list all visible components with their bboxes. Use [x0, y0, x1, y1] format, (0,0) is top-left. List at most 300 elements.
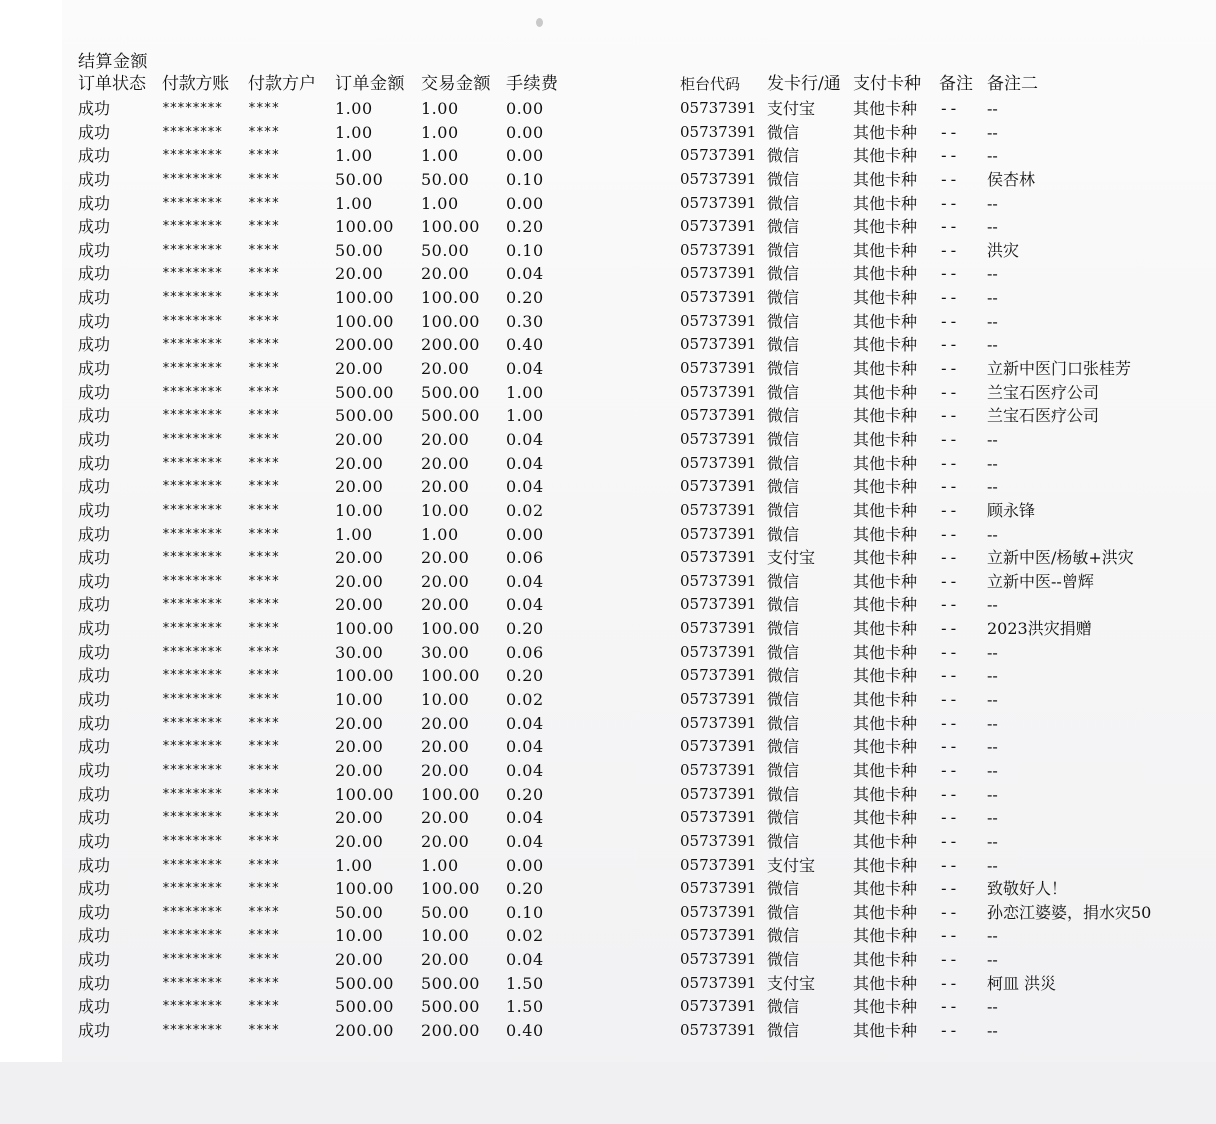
issuer-cell: 支付宝 — [767, 99, 816, 118]
trade-amount-cell: 100.00 — [421, 879, 480, 899]
trade-amount-cell: 100.00 — [421, 217, 480, 237]
payer-name-cell: **** — [248, 266, 280, 282]
order-amount-cell: 100.00 — [335, 666, 394, 686]
status-cell: 成功 — [78, 619, 111, 639]
header-cell: 柜台代码 — [680, 75, 741, 93]
issuer-cell: 微信 — [767, 524, 800, 544]
payer-account-cell: ******** — [162, 668, 223, 684]
remark-cell: -- — [939, 1020, 959, 1040]
status-cell: 成功 — [78, 311, 111, 331]
trade-amount-cell: 100.00 — [421, 784, 480, 804]
issuer-cell: 微信 — [767, 760, 800, 780]
order-amount-cell: 100.00 — [335, 879, 394, 899]
remark2-cell: -- — [987, 666, 998, 686]
counter-code-cell: 05737391 — [680, 1020, 757, 1039]
status-cell: 成功 — [78, 571, 111, 591]
card-type-cell: 其他卡种 — [853, 973, 918, 993]
issuer-cell: 微信 — [767, 571, 800, 591]
payer-account-cell: ******** — [162, 550, 223, 566]
remark-cell: -- — [939, 902, 959, 922]
trade-amount-cell: 1.00 — [421, 855, 459, 875]
issuer-cell: 微信 — [767, 808, 800, 828]
card-type-cell: 其他卡种 — [853, 335, 918, 355]
order-amount-cell: 50.00 — [335, 240, 384, 260]
remark2-cell: -- — [987, 784, 998, 804]
payer-name-cell: **** — [248, 999, 280, 1015]
payer-account-cell: ******** — [162, 881, 223, 897]
counter-code-cell: 05737391 — [680, 146, 757, 165]
table-row — [0, 995, 1216, 1019]
remark-cell: -- — [939, 99, 959, 118]
issuer-cell: 微信 — [767, 217, 800, 237]
table-row — [0, 546, 1216, 570]
status-cell: 成功 — [78, 524, 111, 544]
counter-code-cell: 05737391 — [680, 879, 757, 898]
trade-amount-cell: 50.00 — [421, 240, 470, 260]
table-row — [0, 570, 1216, 594]
card-type-cell: 其他卡种 — [853, 619, 918, 639]
fee-cell: 0.40 — [506, 335, 544, 355]
trade-amount-cell: 50.00 — [421, 169, 470, 189]
order-amount-cell: 20.00 — [335, 264, 384, 284]
remark2-cell: -- — [987, 146, 998, 166]
fee-cell: 0.20 — [506, 288, 544, 308]
counter-code-cell: 05737391 — [680, 264, 757, 283]
card-type-cell: 其他卡种 — [853, 217, 918, 237]
payer-account-cell: ******** — [162, 148, 223, 164]
payer-account-cell: ******** — [162, 928, 223, 944]
counter-code-cell: 05737391 — [680, 524, 757, 543]
payer-name-cell: **** — [248, 904, 280, 920]
remark2-cell: 兰宝石医疗公司 — [987, 382, 1100, 402]
remark-cell: -- — [939, 784, 959, 804]
payer-account-cell: ******** — [162, 502, 223, 518]
remark-cell: -- — [939, 264, 959, 284]
fee-cell: 0.04 — [506, 595, 544, 615]
remark-cell: -- — [939, 619, 959, 639]
payer-name-cell: **** — [248, 833, 280, 849]
status-cell: 成功 — [78, 429, 111, 449]
card-type-cell: 其他卡种 — [853, 429, 918, 449]
trade-amount-cell: 20.00 — [421, 713, 470, 733]
table-row — [0, 215, 1216, 239]
payer-name-cell: **** — [248, 550, 280, 566]
counter-code-cell: 05737391 — [680, 406, 757, 425]
card-type-cell: 其他卡种 — [853, 193, 918, 213]
payer-name-cell: **** — [248, 195, 280, 211]
remark-cell: -- — [939, 453, 959, 473]
counter-code-cell: 05737391 — [680, 193, 757, 212]
trade-amount-cell: 10.00 — [421, 690, 470, 710]
table-row — [0, 381, 1216, 405]
remark2-cell: 顾永锋 — [987, 500, 1036, 520]
remark-cell: -- — [939, 737, 959, 757]
remark2-cell: -- — [987, 831, 998, 851]
status-cell: 成功 — [78, 997, 111, 1017]
remark-cell: -- — [939, 595, 959, 615]
status-cell: 成功 — [78, 760, 111, 780]
fee-cell: 0.04 — [506, 477, 544, 497]
order-amount-cell: 1.00 — [335, 99, 373, 118]
remark-cell: -- — [939, 690, 959, 710]
fee-cell: 0.04 — [506, 713, 544, 733]
trade-amount-cell: 20.00 — [421, 571, 470, 591]
counter-code-cell: 05737391 — [680, 642, 757, 661]
counter-code-cell: 05737391 — [680, 831, 757, 850]
counter-code-cell: 05737391 — [680, 808, 757, 827]
payer-account-cell: ******** — [162, 762, 223, 778]
remark2-cell: 立新中医/杨敏+洪灾 — [987, 548, 1134, 568]
payer-name-cell: **** — [248, 786, 280, 802]
remark-cell: -- — [939, 548, 959, 568]
status-cell: 成功 — [78, 902, 111, 922]
trade-amount-cell: 20.00 — [421, 548, 470, 568]
counter-code-cell: 05737391 — [680, 902, 757, 921]
fee-cell: 0.10 — [506, 240, 544, 260]
fee-cell: 0.10 — [506, 902, 544, 922]
remark2-cell: -- — [987, 737, 998, 757]
payer-name-cell: **** — [248, 101, 280, 116]
card-type-cell: 其他卡种 — [853, 453, 918, 473]
payer-name-cell: **** — [248, 242, 280, 258]
trade-amount-cell: 20.00 — [421, 595, 470, 615]
fee-cell: 0.20 — [506, 619, 544, 639]
payer-name-cell: **** — [248, 928, 280, 944]
table-row — [0, 1019, 1216, 1043]
remark-cell: -- — [939, 217, 959, 237]
fee-cell: 0.04 — [506, 950, 544, 970]
payer-account-cell: ******** — [162, 692, 223, 708]
order-amount-cell: 20.00 — [335, 548, 384, 568]
status-cell: 成功 — [78, 477, 111, 497]
remark-cell: -- — [939, 926, 959, 946]
payer-account-cell: ******** — [162, 219, 223, 235]
card-type-cell: 其他卡种 — [853, 146, 918, 166]
payer-account-cell: ******** — [162, 313, 223, 329]
counter-code-cell: 05737391 — [680, 240, 757, 259]
counter-code-cell: 05737391 — [680, 453, 757, 472]
remark-cell: -- — [939, 879, 959, 899]
payer-name-cell: **** — [248, 502, 280, 518]
remark-cell: -- — [939, 713, 959, 733]
payer-name-cell: **** — [248, 715, 280, 731]
table-row — [0, 428, 1216, 452]
table-row — [0, 239, 1216, 263]
trade-amount-cell: 100.00 — [421, 311, 480, 331]
counter-code-cell: 05737391 — [680, 429, 757, 448]
table-row — [0, 948, 1216, 972]
counter-code-cell: 05737391 — [680, 169, 757, 188]
remark-cell: -- — [939, 359, 959, 379]
card-type-cell: 其他卡种 — [853, 311, 918, 331]
order-amount-cell: 10.00 — [335, 690, 384, 710]
order-amount-cell: 20.00 — [335, 950, 384, 970]
table-row — [0, 688, 1216, 712]
payer-account-cell: ******** — [162, 384, 223, 400]
card-type-cell: 其他卡种 — [853, 548, 918, 568]
order-amount-cell: 20.00 — [335, 808, 384, 828]
fee-cell: 0.04 — [506, 359, 544, 379]
remark2-cell: -- — [987, 690, 998, 710]
counter-code-cell: 05737391 — [680, 855, 757, 874]
remark-cell: -- — [939, 288, 959, 308]
fee-cell: 0.20 — [506, 879, 544, 899]
issuer-cell: 微信 — [767, 146, 800, 166]
status-cell: 成功 — [78, 169, 111, 189]
table-header-row — [0, 72, 1216, 97]
payer-account-cell: ******** — [162, 242, 223, 258]
counter-code-cell: 05737391 — [680, 666, 757, 685]
issuer-cell: 微信 — [767, 690, 800, 710]
fee-cell: 0.04 — [506, 831, 544, 851]
trade-amount-cell: 500.00 — [421, 997, 480, 1017]
trade-amount-cell: 100.00 — [421, 288, 480, 308]
status-cell: 成功 — [78, 595, 111, 615]
fee-cell: 0.04 — [506, 264, 544, 284]
table-row — [0, 901, 1216, 925]
table-row — [0, 168, 1216, 192]
card-type-cell: 其他卡种 — [853, 760, 918, 780]
counter-code-cell: 05737391 — [680, 359, 757, 378]
remark-cell: -- — [939, 335, 959, 355]
payer-name-cell: **** — [248, 219, 280, 235]
fee-cell: 1.50 — [506, 973, 544, 993]
order-amount-cell: 100.00 — [335, 619, 394, 639]
trade-amount-cell: 1.00 — [421, 146, 459, 166]
card-type-cell: 其他卡种 — [853, 524, 918, 544]
trade-amount-cell: 20.00 — [421, 808, 470, 828]
table-row — [0, 310, 1216, 334]
issuer-cell: 支付宝 — [767, 548, 816, 568]
issuer-cell: 微信 — [767, 926, 800, 946]
fee-cell: 0.04 — [506, 737, 544, 757]
card-type-cell: 其他卡种 — [853, 784, 918, 804]
issuer-cell: 微信 — [767, 477, 800, 497]
trade-amount-cell: 10.00 — [421, 500, 470, 520]
remark-cell: -- — [939, 382, 959, 402]
remark2-cell: -- — [987, 193, 998, 213]
order-amount-cell: 20.00 — [335, 477, 384, 497]
order-amount-cell: 100.00 — [335, 217, 394, 237]
issuer-cell: 微信 — [767, 264, 800, 284]
status-cell: 成功 — [78, 548, 111, 568]
fee-cell: 0.00 — [506, 193, 544, 213]
remark2-cell: -- — [987, 713, 998, 733]
table-row — [0, 972, 1216, 996]
payer-name-cell: **** — [248, 431, 280, 447]
payer-account-cell: ******** — [162, 266, 223, 282]
table-row — [0, 97, 1216, 121]
status-cell: 成功 — [78, 926, 111, 946]
remark2-cell: -- — [987, 335, 998, 355]
issuer-cell: 微信 — [767, 666, 800, 686]
status-cell: 成功 — [78, 335, 111, 355]
fee-cell: 0.00 — [506, 855, 544, 875]
status-cell: 成功 — [78, 122, 111, 142]
table-row — [0, 286, 1216, 310]
issuer-cell: 微信 — [767, 193, 800, 213]
card-type-cell: 其他卡种 — [853, 477, 918, 497]
issuer-cell: 微信 — [767, 382, 800, 402]
payer-account-cell: ******** — [162, 171, 223, 187]
trade-amount-cell: 20.00 — [421, 737, 470, 757]
fee-cell: 0.04 — [506, 808, 544, 828]
status-cell: 成功 — [78, 406, 111, 426]
trade-amount-cell: 200.00 — [421, 1020, 480, 1040]
trade-amount-cell: 1.00 — [421, 99, 459, 118]
status-cell: 成功 — [78, 666, 111, 686]
table-row — [0, 924, 1216, 948]
issuer-cell: 微信 — [767, 500, 800, 520]
trade-amount-cell: 1.00 — [421, 193, 459, 213]
payer-account-cell: ******** — [162, 810, 223, 826]
header-cell: 交易金额 — [421, 74, 491, 94]
remark2-cell: 立新中医门口张桂芳 — [987, 359, 1132, 379]
payer-name-cell: **** — [248, 313, 280, 329]
counter-code-cell: 05737391 — [680, 737, 757, 756]
issuer-cell: 微信 — [767, 122, 800, 142]
header-cell: 支付卡种 — [853, 74, 921, 94]
remark2-cell: -- — [987, 997, 998, 1017]
payer-name-cell: **** — [248, 384, 280, 400]
remark-cell: -- — [939, 808, 959, 828]
remark2-cell: -- — [987, 429, 998, 449]
remark2-cell: -- — [987, 808, 998, 828]
status-cell: 成功 — [78, 1020, 111, 1040]
counter-code-cell: 05737391 — [680, 713, 757, 732]
counter-code-cell: 05737391 — [680, 122, 757, 141]
order-amount-cell: 100.00 — [335, 288, 394, 308]
issuer-cell: 微信 — [767, 288, 800, 308]
order-amount-cell: 500.00 — [335, 406, 394, 426]
trade-amount-cell: 500.00 — [421, 382, 480, 402]
fee-cell: 0.04 — [506, 453, 544, 473]
remark-cell: -- — [939, 831, 959, 851]
payer-name-cell: **** — [248, 479, 280, 495]
payer-account-cell: ******** — [162, 857, 223, 873]
card-type-cell: 其他卡种 — [853, 713, 918, 733]
status-cell: 成功 — [78, 453, 111, 473]
issuer-cell: 微信 — [767, 1020, 800, 1040]
order-amount-cell: 50.00 — [335, 169, 384, 189]
table-row — [0, 735, 1216, 759]
payer-name-cell: **** — [248, 739, 280, 755]
card-type-cell: 其他卡种 — [853, 808, 918, 828]
status-cell: 成功 — [78, 713, 111, 733]
status-cell: 成功 — [78, 973, 111, 993]
table-row — [0, 144, 1216, 168]
card-type-cell: 其他卡种 — [853, 855, 918, 875]
remark2-cell: -- — [987, 524, 998, 544]
order-amount-cell: 20.00 — [335, 713, 384, 733]
payer-name-cell: **** — [248, 692, 280, 708]
status-cell: 成功 — [78, 217, 111, 237]
table-row — [0, 333, 1216, 357]
table-row — [0, 854, 1216, 878]
card-type-cell: 其他卡种 — [853, 500, 918, 520]
remark2-cell: 洪灾 — [987, 240, 1020, 260]
issuer-cell: 微信 — [767, 902, 800, 922]
payer-name-cell: **** — [248, 408, 280, 424]
remark-cell: -- — [939, 169, 959, 189]
payer-name-cell: **** — [248, 361, 280, 377]
counter-code-cell: 05737391 — [680, 99, 757, 117]
counter-code-cell: 05737391 — [680, 288, 757, 307]
fee-cell: 1.50 — [506, 997, 544, 1017]
payer-account-cell: ******** — [162, 455, 223, 471]
remark-cell: -- — [939, 311, 959, 331]
trade-amount-cell: 30.00 — [421, 642, 470, 662]
status-cell: 成功 — [78, 240, 111, 260]
table-row — [0, 806, 1216, 830]
status-cell: 成功 — [78, 879, 111, 899]
order-amount-cell: 1.00 — [335, 193, 373, 213]
table-row — [0, 357, 1216, 381]
status-cell: 成功 — [78, 99, 111, 118]
issuer-cell: 微信 — [767, 642, 800, 662]
order-amount-cell: 200.00 — [335, 1020, 394, 1040]
remark2-cell: -- — [987, 642, 998, 662]
table-row — [0, 664, 1216, 688]
payer-name-cell: **** — [248, 668, 280, 684]
remark2-cell: -- — [987, 1020, 998, 1040]
remark2-cell: -- — [987, 311, 998, 331]
remark2-cell: -- — [987, 99, 998, 118]
remark-cell: -- — [939, 855, 959, 875]
trade-amount-cell: 20.00 — [421, 359, 470, 379]
issuer-cell: 微信 — [767, 169, 800, 189]
payer-name-cell: **** — [248, 290, 280, 306]
card-type-cell: 其他卡种 — [853, 879, 918, 899]
payer-account-cell: ******** — [162, 952, 223, 968]
order-amount-cell: 10.00 — [335, 500, 384, 520]
remark2-cell: -- — [987, 288, 998, 308]
status-cell: 成功 — [78, 642, 111, 662]
payer-name-cell: **** — [248, 1022, 280, 1038]
issuer-cell: 微信 — [767, 737, 800, 757]
payer-account-cell: ******** — [162, 975, 223, 991]
order-amount-cell: 500.00 — [335, 973, 394, 993]
trade-amount-cell: 20.00 — [421, 831, 470, 851]
table-row — [0, 830, 1216, 854]
order-amount-cell: 20.00 — [335, 595, 384, 615]
remark-cell: -- — [939, 571, 959, 591]
remark2-cell: -- — [987, 264, 998, 284]
fee-cell: 0.02 — [506, 500, 544, 520]
remark-cell: -- — [939, 122, 959, 142]
order-amount-cell: 500.00 — [335, 382, 394, 402]
issuer-cell: 微信 — [767, 879, 800, 899]
trade-amount-cell: 20.00 — [421, 429, 470, 449]
payer-account-cell: ******** — [162, 644, 223, 660]
payer-account-cell: ******** — [162, 361, 223, 377]
payer-name-cell: **** — [248, 124, 280, 140]
trade-amount-cell: 50.00 — [421, 902, 470, 922]
issuer-cell: 微信 — [767, 240, 800, 260]
remark2-cell: 孙恋江婆婆，捐水灾50 — [987, 902, 1152, 922]
document-title: 结算金额 — [78, 52, 148, 72]
order-amount-cell: 1.00 — [335, 855, 373, 875]
remark-cell: -- — [939, 406, 959, 426]
payer-name-cell: **** — [248, 810, 280, 826]
table-row — [0, 452, 1216, 476]
status-cell: 成功 — [78, 382, 111, 402]
trade-amount-cell: 20.00 — [421, 264, 470, 284]
card-type-cell: 其他卡种 — [853, 737, 918, 757]
payer-account-cell: ******** — [162, 904, 223, 920]
issuer-cell: 微信 — [767, 335, 800, 355]
order-amount-cell: 20.00 — [335, 359, 384, 379]
